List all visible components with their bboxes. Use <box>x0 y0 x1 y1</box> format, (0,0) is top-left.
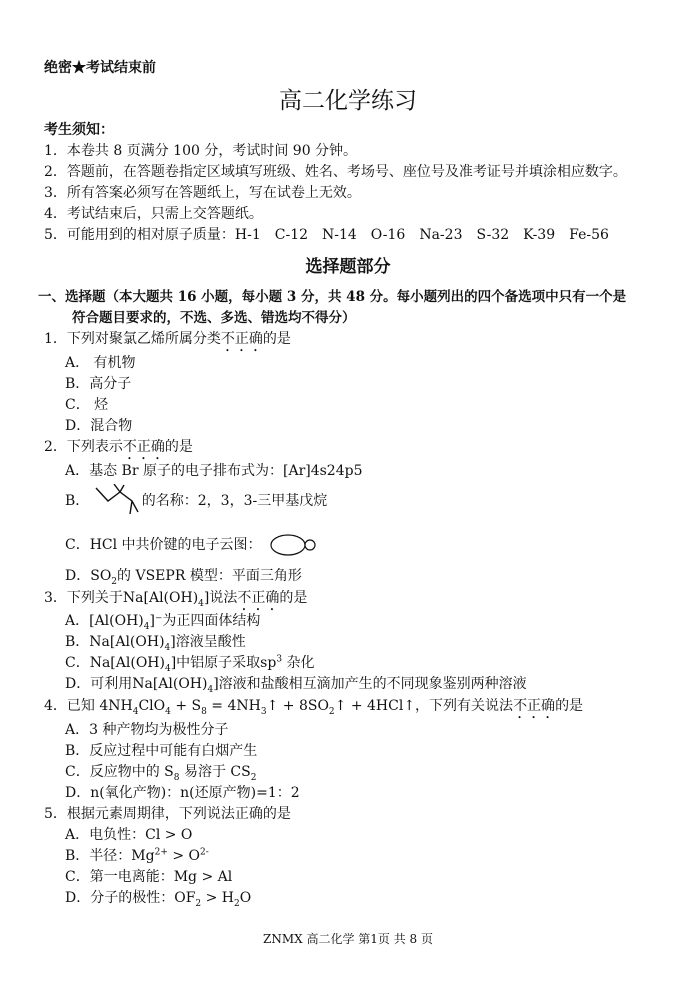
stem-text: 3．下列关于Na[Al(OH) <box>44 590 199 606</box>
q5-option-b <box>65 846 209 866</box>
stem-text: = 4NH <box>206 698 261 714</box>
stem-text: ClO <box>138 698 166 714</box>
stem-text: + S <box>170 698 202 714</box>
stem-text: ↑ + 8SO <box>266 698 329 714</box>
option-label: B． <box>65 493 90 509</box>
q4-option-c <box>65 762 256 782</box>
q2-option-c <box>65 532 318 558</box>
stem-text: ]说法 <box>203 590 238 606</box>
page-title: 高二化学练习 <box>279 88 417 114</box>
option-text: D．SO <box>65 568 112 584</box>
subscript: 8 <box>201 706 207 717</box>
subscript: 2 <box>111 576 118 587</box>
subscript: 2 <box>234 898 240 909</box>
q5-option-a: A．电负性：Cl > O <box>65 827 193 843</box>
electron-cloud-image <box>270 533 318 557</box>
q3-option-c <box>65 653 315 673</box>
subscript: 4 <box>207 684 214 695</box>
q5-option-d <box>65 888 251 908</box>
option-text: 的 VSEPR 模型：平面三角形 <box>117 568 302 584</box>
question-1-stem <box>44 329 291 355</box>
option-text: 的名称：2，3，3-三甲基戊烷 <box>141 493 328 509</box>
option-text: ]溶液呈酸性 <box>170 634 246 650</box>
subscript: 2 <box>328 706 335 717</box>
superscript: 2- <box>199 847 209 858</box>
option-text: > H <box>201 890 234 906</box>
option-text: O <box>239 890 252 906</box>
stem-text: 4．已知 4NH <box>44 698 133 714</box>
subscript: 2 <box>250 772 257 783</box>
q1-option-a: A． 有机物 <box>65 355 136 371</box>
stem-text: 的是 <box>164 439 193 455</box>
option-text: > O <box>167 848 200 864</box>
stem-text: 的是 <box>555 698 584 714</box>
option-text: 杂化 <box>282 655 315 671</box>
option-text: ]溶液和盐酸相互滴加产生的不同现象鉴别两种溶液 <box>213 676 527 692</box>
stem-text: 的是 <box>262 331 291 347</box>
q2-option-a: A．基态 Br 原子的电子排布式为：[Ar]4s24p5 <box>65 463 363 479</box>
subscript: 8 <box>173 772 180 783</box>
option-text: C．HCl 中共价键的电子云图： <box>65 537 262 553</box>
option-text: A．[Al(OH) <box>65 613 144 629</box>
superscript: 2+ <box>154 847 168 858</box>
notice-item: 2．答题前，在答题卷指定区域填写班级、姓名、考场号、座位号及准考证号并填涂相应数字。 <box>44 164 627 180</box>
page-footer: ZNMX 高二化学 第1页 共 8 页 <box>262 932 433 946</box>
notice-heading: 考生须知： <box>44 122 114 138</box>
subscript: 3 <box>260 706 267 717</box>
q3-option-a <box>65 611 260 631</box>
notice-item: 5．可能用到的相对原子质量：H-1 C-12 N-14 O-16 Na-23 S-32 K-39 Fe-56 <box>44 227 609 243</box>
option-text: C．Na[Al(OH) <box>65 655 165 671</box>
secret-mark: 绝密★考试结束前 <box>44 60 156 76</box>
option-text: D．分子的极性：OF <box>65 890 196 906</box>
q4-option-b: B．反应过程中可能有白烟产生 <box>65 743 258 759</box>
q4-option-d: D．n(氧化产物)：n(还原产物)=1：2 <box>65 785 300 801</box>
q1-option-b: B．高分子 <box>65 376 132 392</box>
subscript: 4 <box>164 642 171 653</box>
section-title: 选择题部分 <box>305 257 391 277</box>
emphasis-text: 不正确 <box>513 698 556 714</box>
notice-item: 3．所有答案必须写在答题纸上，写在试卷上无效。 <box>44 185 361 201</box>
option-text: ]⁻ <box>149 613 163 629</box>
q4-option-a: A．3 种产物均为极性分子 <box>65 722 229 738</box>
subscript: 2 <box>195 898 202 909</box>
subscript: 4 <box>143 621 150 632</box>
option-text: 为正四面体结构 <box>162 613 261 629</box>
q3-option-b <box>65 632 246 652</box>
subscript: 4 <box>165 706 171 717</box>
option-text: D．可利用Na[Al(OH) <box>65 676 208 692</box>
option-text: B．Na[Al(OH) <box>65 634 165 650</box>
emphasis-text: 不正确 <box>220 331 263 347</box>
option-text: ]中铝原子采取sp <box>170 655 277 671</box>
section-intro: 一、选择题（本大题共 16 小题，每小题 3 分，共 48 分。每小题列出的四个备选项中只有一个是 <box>38 289 627 305</box>
q5-option-c: C．第一电离能：Mg > Al <box>65 869 233 885</box>
stem-text: ↑ + 4HCl↑，下列有关说法 <box>334 698 514 714</box>
q3-option-d <box>65 674 527 694</box>
subscript: 4 <box>164 663 171 674</box>
stem-text: 2．下列表示 <box>44 439 123 455</box>
notice-item: 1．本卷共 8 页满分 100 分，考试时间 90 分钟。 <box>44 143 358 159</box>
section-intro-cont: 符合题目要求的，不选、多选、错选均不得分） <box>72 310 356 326</box>
q2-option-b <box>65 484 327 518</box>
emphasis-text: 不正确 <box>237 590 280 606</box>
q2-option-d <box>65 566 302 586</box>
subscript: 4 <box>198 598 204 609</box>
notice-item: 4．考试结束后，只需上交答题纸。 <box>44 206 263 222</box>
skeletal-formula-image <box>94 484 142 518</box>
emphasis-text: 不正确 <box>122 439 165 455</box>
option-text: C．反应物中的 S <box>65 764 174 780</box>
question-2-stem <box>44 437 193 463</box>
question-5-stem: 5．根据元素周期律，下列说法正确的是 <box>44 806 291 822</box>
stem-text: 的是 <box>279 590 308 606</box>
superscript: 3 <box>276 654 283 665</box>
q1-option-c: C． 烃 <box>65 397 109 413</box>
subscript: 4 <box>132 706 139 717</box>
q1-option-d: D．混合物 <box>65 418 133 434</box>
option-text: 易溶于 CS <box>179 764 251 780</box>
stem-text: 1．下列对聚氯乙烯所属分类 <box>44 331 221 347</box>
question-4-stem <box>44 696 583 722</box>
option-text: B．半径：Mg <box>65 848 155 864</box>
